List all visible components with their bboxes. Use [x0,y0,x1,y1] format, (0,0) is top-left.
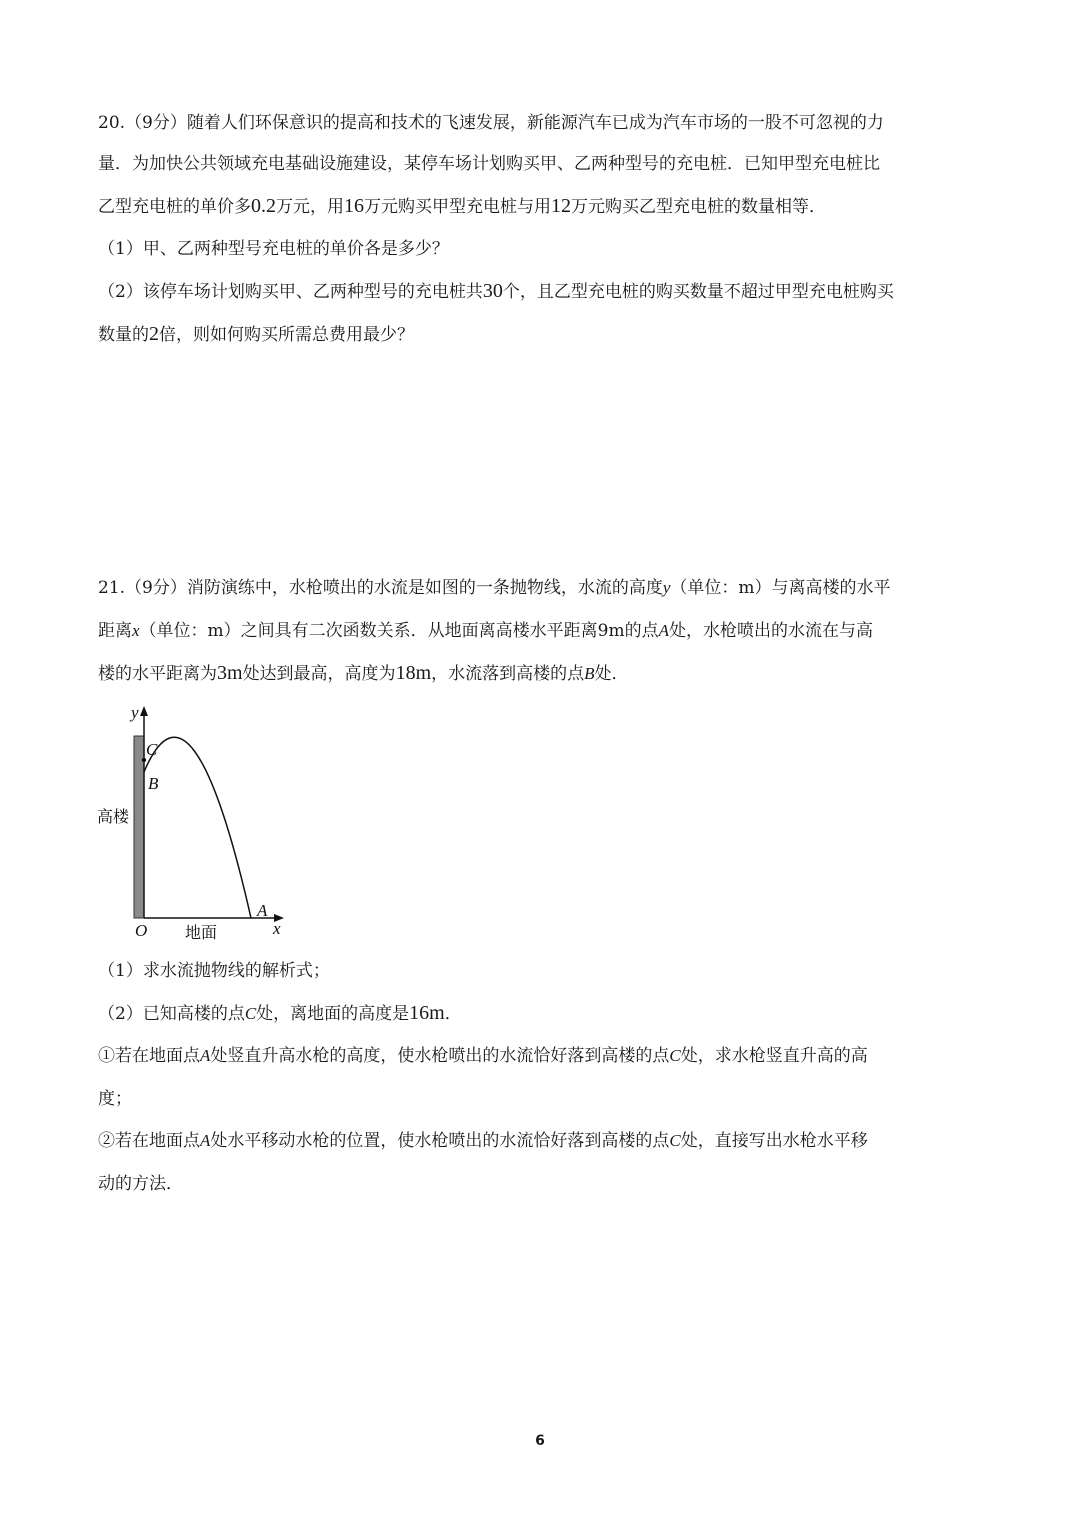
q20-subquestion-2: （2）该停车场计划购买甲、乙两种型号的充电桩共30个，且乙型充电桩的购买数量不超过甲型充电桩购买 [98,280,894,302]
q20-line-2: 量．为加快公共领域充电基础设施建设，某停车场计划购买甲、乙两种型号的充电桩．已知甲型充电桩比 [98,154,880,174]
parabola-figure [95,700,295,945]
q21-subquestion-2: （2）已知高楼的点C处，离地面的高度是16m． [98,1002,462,1024]
point-c-label: C [146,740,158,759]
q20-subquestion-1: （1）甲、乙两种型号充电桩的单价各是多少？ [98,239,449,259]
q21-subquestion-1: （1）求水流抛物线的解析式； [98,961,330,981]
parabola-curve [144,737,251,918]
point-b-label: B [148,774,159,793]
building-label: 高楼 [97,807,130,826]
y-axis-label: y [131,703,139,722]
q20-line-1: 20.（9分）随着人们环保意识的提高和技术的飞速发展，新能源汽车已成为汽车市场的一股不可忽视的力 [98,113,884,133]
y-axis-arrow [140,706,148,716]
q20-subquestion-2-cont: 数量的2倍，则如何购买所需总费用最少？ [98,323,414,345]
q21-line-3: 楼的水平距离为3m处达到最高，高度为18m，水流落到高楼的点B处． [98,662,629,684]
q21-line-1: 21.（9分）消防演练中，水枪喷出的水流是如图的一条抛物线，水流的高度y（单位：m）与离高楼的水平 [98,578,891,598]
x-axis-label: x [273,919,281,938]
building-rect [134,736,144,918]
q21-case-1: ①若在地面点A处竖直升高水枪的高度，使水枪喷出的水流恰好落到高楼的点C处，求水枪竖直升高的高 [98,1046,868,1066]
q21-case-1-cont: 度； [98,1089,132,1109]
q20-line-3: 乙型充电桩的单价多0.2万元，用16万元购买甲型充电桩与用12万元购买乙型充电桩的数量相等． [98,195,826,217]
origin-label: O [135,921,148,940]
ground-label: 地面 [185,923,218,942]
q21-line-2: 距离x（单位：m）之间具有二次函数关系．从地面离高楼水平距离9m的点A处，水枪喷出的水流在与高 [98,621,873,641]
page-number: 6 [535,1433,545,1449]
q21-case-2-cont: 动的方法． [98,1174,183,1194]
point-a-label: A [257,901,268,920]
q21-case-2: ②若在地面点A处水平移动水枪的位置，使水枪喷出的水流恰好落到高楼的点C处，直接写出水枪水平移 [98,1131,868,1151]
